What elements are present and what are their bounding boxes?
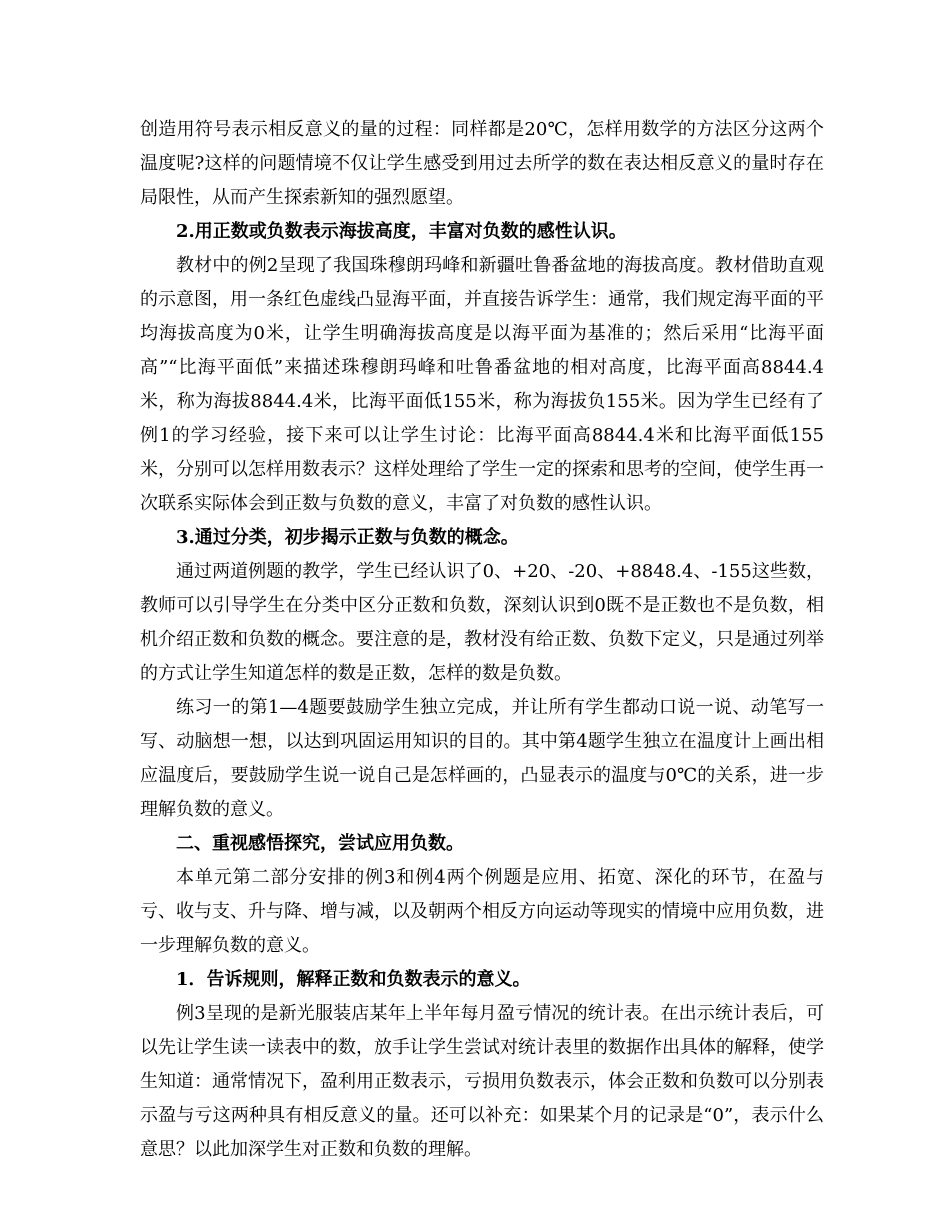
document-body	[140, 113, 824, 1167]
paragraph-intro-continuation: 创造用符号表示相反意义的量的过程：同样都是20℃，怎样用数学的方法区分这两个温度呢?这样的问题情境不仅让学生感受到用过去所学的数在表达相反意义的量时存在局限性，从而产生探索新知的强烈愿望。	[140, 119, 824, 208]
heading-rules: 1．告诉规则，解释正数和负数表示的意义。	[176, 969, 531, 990]
heading-altitude: 2.用正数或负数表示海拔高度，丰富对负数的感性认识。	[176, 221, 627, 242]
heading-section-two: 二、重视感悟探究，尝试应用负数。	[176, 833, 464, 854]
paragraph-exercise: 练习一的第1—4题要鼓励学生独立完成，并让所有学生都动口说一说、动笔写一写、动脑想一想，以达到巩固运用知识的目的。其中第4题学生独立在温度计上画出相应温度后，要鼓励学生说一说自己是怎样画的，凸显表示的温度与0℃的关系，进一步理解负数的意义。	[140, 697, 824, 820]
paragraph-altitude: 教材中的例2呈现了我国珠穆朗玛峰和新疆吐鲁番盆地的海拔高度。教材借助直观的示意图，用一条红色虚线凸显海平面，并直接告诉学生：通常，我们规定海平面的平均海拔高度为0米，让学生明确海拔高度是以海平面为基准的；然后采用“比海平面高”“比海平面低”来描述珠穆朗玛峰和吐鲁番盆地的相对高度，比海平面高8844.4米，称为海拔8844.4米，比海平面低155米，称为海拔负155米。因为学生已经有了例1的学习经验，接下来可以让学生讨论：比海平面高8844.4米和比海平面低155米，分别可以怎样用数表示？这样处理给了学生一定的探索和思考的空间，使学生再一次联系实际体会到正数与负数的意义，丰富了对负数的感性认识。	[140, 255, 824, 514]
paragraph-rules: 例3呈现的是新光服装店某年上半年每月盈亏情况的统计表。在出示统计表后，可以先让学生读一读表中的数，放手让学生尝试对统计表里的数据作出具体的解释，使学生知道：通常情况下，盈利用正数表示，亏损用负数表示，体会正数和负数可以分别表示盈与亏这两种具有相反意义的量。还可以补充：如果某个月的记录是“0”，表示什么意思？以此加深学生对正数和负数的理解。	[140, 1003, 824, 1160]
heading-classification: 3.通过分类，初步揭示正数与负数的概念。	[176, 527, 519, 548]
paragraph-section-two: 本单元第二部分安排的例3和例4两个例题是应用、拓宽、深化的环节，在盈与亏、收与支、升与降、增与减，以及朝两个相反方向运动等现实的情境中应用负数，进一步理解负数的意义。	[140, 867, 824, 956]
paragraph-classification: 通过两道例题的教学，学生已经认识了0、+20、-20、+8848.4、-155这些数，教师可以引导学生在分类中区分正数和负数，深刻认识到0既不是正数也不是负数，相机介绍正数和负数的概念。要注意的是，教材没有给正数、负数下定义，只是通过列举的方式让学生知道怎样的数是正数，怎样的数是负数。	[140, 561, 824, 684]
